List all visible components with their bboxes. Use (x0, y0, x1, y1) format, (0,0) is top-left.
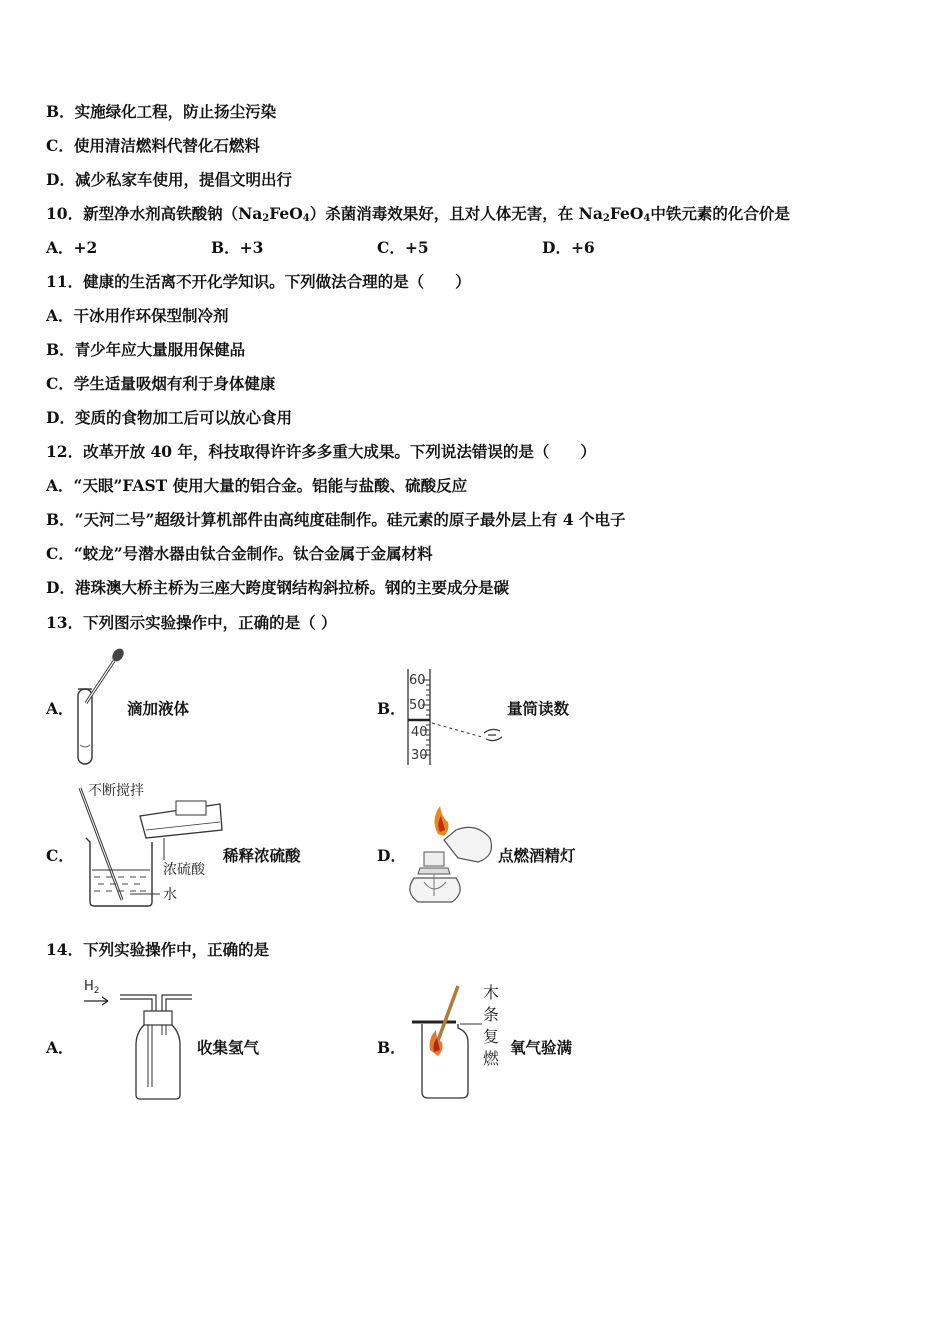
q14-a-letter: A． (46, 1038, 74, 1057)
q13-b-label: 量筒读数 (507, 699, 570, 718)
q11-option-a: A．干冰用作环保型制冷剂 (46, 306, 229, 325)
subscript-4: 4 (643, 213, 651, 224)
q10-stem (46, 204, 790, 229)
subscript-4: 4 (302, 213, 310, 224)
gas-subscript: 2 (93, 986, 100, 996)
gas-symbol: H (84, 979, 94, 994)
q12-option-a: A．“天眼”FAST 使用大量的铝合金。铝能与盐酸、硫酸反应 (46, 476, 468, 495)
cylinder-tick-30: 30 (411, 748, 428, 763)
q10-option-a: A．+2 (46, 238, 98, 257)
q11-option-d: D．变质的食物加工后可以放心食用 (46, 408, 292, 427)
q10-stem-part: ）杀菌消毒效果好，且对人体无害，在 Na (309, 204, 603, 223)
q10-option-d: D．+6 (542, 238, 595, 257)
q13-a-label: 滴加液体 (127, 699, 190, 718)
q10-option-b: B．+3 (211, 238, 264, 257)
q13-d-letter: D． (377, 846, 406, 865)
oxygen-test-figure (400, 980, 505, 1104)
q10-option-c: C．+5 (377, 238, 429, 257)
dropper-test-tube-figure (70, 645, 130, 767)
q13-b-letter: B． (377, 699, 406, 718)
q13-c-label: 稀释浓硫酸 (223, 846, 301, 865)
q9-option-c: C．使用清洁燃料代替化石燃料 (46, 136, 260, 155)
q10-stem-part: 10．新型净水剂高铁酸钠（Na (46, 204, 263, 223)
q10-stem-part: FeO (269, 204, 303, 223)
note-wood-char-4: 燃 (483, 1049, 500, 1068)
q9-option-d: D．减少私家车使用，提倡文明出行 (46, 170, 292, 189)
note-water: 水 (163, 887, 177, 903)
dilute-acid-figure (70, 776, 230, 911)
q13-d-label: 点燃酒精灯 (498, 846, 576, 865)
cylinder-tick-60: 60 (409, 673, 426, 688)
note-wood-char-2: 条 (483, 1005, 500, 1024)
gas-label-h2 (84, 979, 100, 996)
q13-c-letter: C． (46, 846, 74, 865)
q11-stem: 11．健康的生活离不开化学知识。下列做法合理的是（ ） (46, 272, 471, 291)
q12-option-b: B．“天河二号”超级计算机部件由高纯度硅制作。硅元素的原子最外层上有 4 个电子 (46, 510, 626, 529)
gas-collection-bottle-figure (80, 975, 200, 1103)
q14-a-label: 收集氢气 (197, 1038, 260, 1057)
graduated-cylinder-figure (400, 667, 510, 767)
cylinder-tick-40: 40 (411, 725, 428, 740)
q12-option-c: C．“蛟龙”号潜水器由钛合金制作。钛合金属于金属材料 (46, 544, 433, 563)
subscript-2: 2 (602, 213, 610, 224)
q13-a-letter: A． (46, 699, 74, 718)
alcohol-lamp-figure (400, 800, 505, 910)
q14-stem: 14．下列实验操作中，正确的是 (46, 940, 270, 959)
q13-stem: 13．下列图示实验操作中，正确的是（ ） (46, 613, 337, 632)
note-wood-char-1: 木 (483, 983, 500, 1002)
q12-stem: 12．改革开放 40 年，科技取得许许多多重大成果。下列说法错误的是（ ） (46, 442, 596, 461)
q9-option-b: B．实施绿化工程，防止扬尘污染 (46, 102, 277, 121)
q10-stem-part: FeO (609, 204, 644, 223)
note-concentrated-acid: 浓硫酸 (163, 862, 205, 878)
q12-option-d: D．港珠澳大桥主桥为三座大跨度钢结构斜拉桥。钢的主要成分是碳 (46, 578, 509, 597)
q11-option-b: B．青少年应大量服用保健品 (46, 340, 246, 359)
note-keep-stirring: 不断搅拌 (88, 783, 144, 799)
cylinder-tick-50: 50 (409, 698, 426, 713)
q11-option-c: C．学生适量吸烟有利于身体健康 (46, 374, 276, 393)
q14-b-letter: B． (377, 1038, 406, 1057)
q14-b-label: 氧气验满 (510, 1038, 573, 1057)
q10-stem-part: 中铁元素的化合价是 (650, 204, 790, 223)
subscript-2: 2 (262, 213, 270, 224)
note-wood-char-3: 复 (483, 1027, 500, 1046)
